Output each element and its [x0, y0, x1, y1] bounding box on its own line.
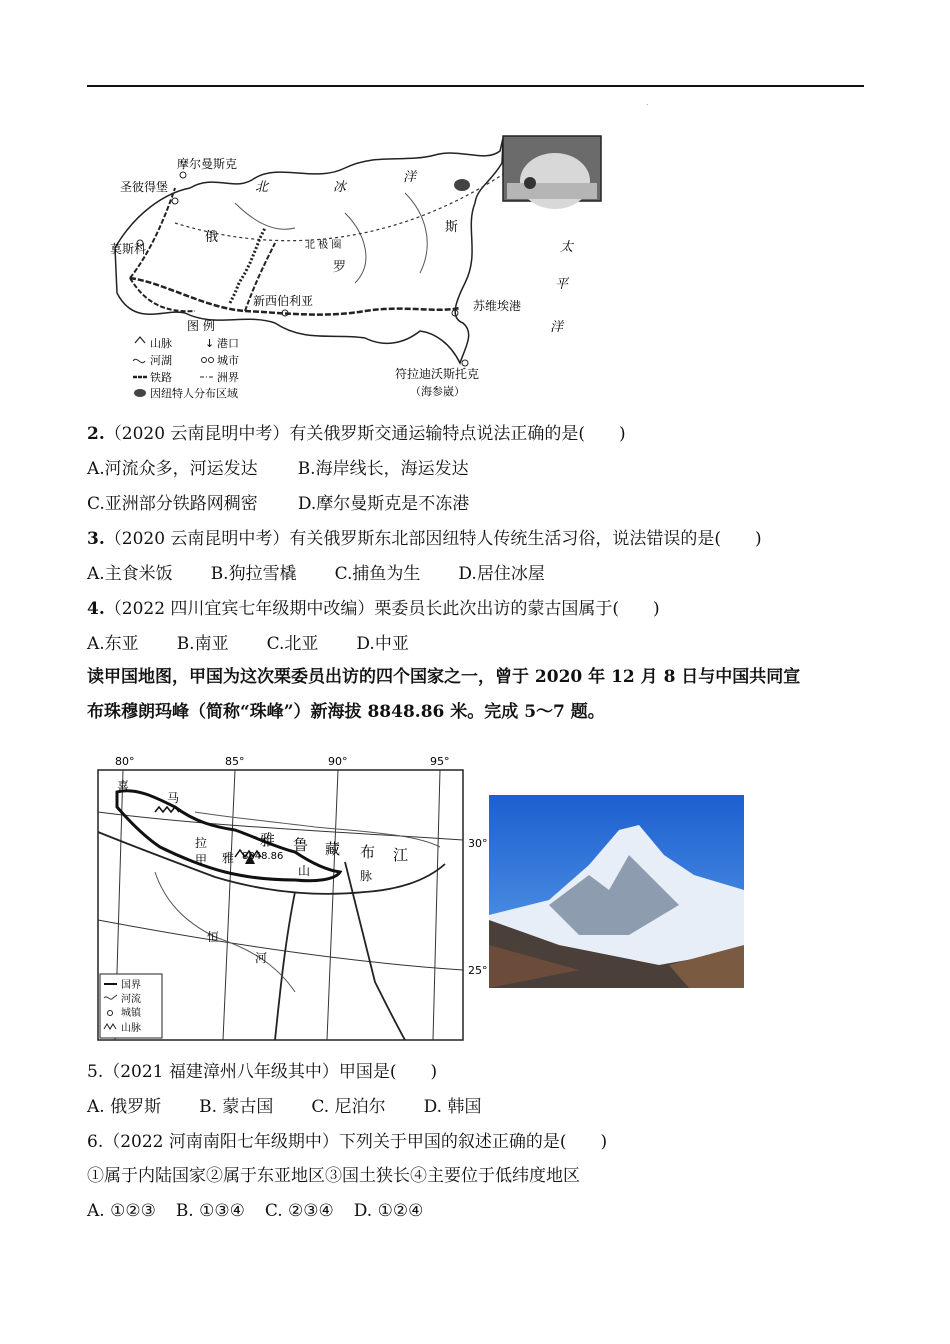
intro-line-2: 布珠穆朗玛峰（简称“珠峰”）新海拔 8848.86 米。完成 5～7 题。 — [87, 702, 605, 722]
label-yarlung-3: 藏 — [325, 840, 341, 858]
label-novosibirsk: 新西伯利亚 — [253, 294, 314, 308]
label-arctic-circle: 北 极 圈 — [305, 240, 342, 251]
legend-title: 图 例 — [187, 319, 215, 333]
label-bei: 北 — [255, 180, 269, 195]
label-mai: 脉 — [360, 869, 373, 883]
intro-line-1: 读甲国地图，甲国为这次栗委员出访的四个国家之一，曾于 2020 年 12 月 8 日与中国共同宣 — [87, 667, 801, 687]
label-ping: 平 — [555, 277, 569, 292]
label-luo: 罗 — [333, 260, 347, 275]
q3-option-b[interactable]: B.狗拉雪橇 — [210, 564, 297, 584]
svg-text:↓: ↓ — [205, 337, 215, 350]
label-yarlung-1: 雅 — [260, 831, 276, 849]
header-rule — [87, 85, 864, 87]
page-dot: . — [646, 98, 649, 107]
legend-continent: 洲界 — [217, 371, 239, 384]
legend-mountain: 山脉 — [150, 337, 172, 350]
q4-options — [87, 632, 409, 656]
label-e: 俄 — [205, 230, 219, 245]
lat-25: 25° — [468, 964, 488, 977]
q4-stem — [87, 597, 660, 621]
q6-statements: ①属于内陆国家②属于东亚地区③国土狭长④主要位于低纬度地区 — [87, 1166, 580, 1186]
q4-option-b[interactable]: B.南亚 — [176, 634, 229, 654]
nepal-map-legend — [100, 974, 162, 1038]
lat-30: 30° — [468, 837, 488, 850]
lon-85: 85° — [225, 755, 245, 768]
q6-stem: 6.（2022 河南南阳七年级期中）下列关于甲国的叙述正确的是( ) — [87, 1132, 608, 1152]
q2-option-c[interactable]: C.亚洲部分铁路网稠密 — [87, 494, 258, 514]
intro-paragraph — [87, 660, 867, 730]
q6-options — [87, 1199, 423, 1223]
label-jia: 甲 — [195, 853, 208, 867]
label-yang2: 洋 — [550, 320, 564, 335]
label-sovetskaya-gavan: 苏维埃港 — [473, 299, 522, 313]
legend-port: 港口 — [217, 337, 239, 350]
label-yarlung-2: 鲁 — [293, 836, 309, 854]
label-yarlung-5: 江 — [393, 846, 409, 864]
label-yang: 洋 — [403, 170, 417, 185]
q6-option-a[interactable]: A. ①②③ — [87, 1201, 156, 1221]
label-vladivostok: 符拉迪沃斯托克 — [395, 367, 480, 381]
q3-option-a[interactable]: A.主食米饭 — [87, 564, 173, 584]
legend-inuit: 因纽特人分布区域 — [150, 387, 238, 400]
label-bing: 冰 — [333, 180, 347, 195]
q5-option-d[interactable]: D. 韩国 — [423, 1097, 482, 1117]
label-murmansk: 摩尔曼斯克 — [177, 157, 238, 171]
q2-text: （2020 云南昆明中考）有关俄罗斯交通运输特点说法正确的是( ) — [104, 424, 626, 444]
q2-option-a[interactable]: A.河流众多，河运发达 — [87, 459, 258, 479]
q4-option-c[interactable]: C.北亚 — [266, 634, 319, 654]
everest-photo — [489, 795, 744, 988]
q6-option-c[interactable]: C. ②③④ — [264, 1201, 334, 1221]
label-he: 河 — [255, 951, 268, 965]
q3-options — [87, 562, 545, 586]
q2-option-d[interactable]: D.摩尔曼斯克是不冻港 — [297, 494, 470, 514]
label-everest-height: 8848.86 — [242, 851, 284, 862]
q3-stem — [87, 527, 762, 551]
q2-number: 2. — [87, 424, 105, 444]
q2-option-b[interactable]: B.海岸线长，海运发达 — [297, 459, 469, 479]
label-si: 斯 — [445, 220, 459, 235]
q5-stem: 5.（2021 福建漳州八年级其中）甲国是( ) — [87, 1062, 438, 1082]
russia-map — [105, 133, 605, 408]
label-st-petersburg: 圣彼得堡 — [120, 180, 169, 194]
inuit-region — [454, 179, 470, 191]
q5-option-a[interactable]: A. 俄罗斯 — [87, 1097, 162, 1117]
q3-option-c[interactable]: C.捕鱼为生 — [334, 564, 421, 584]
q3-option-d[interactable]: D.居住冰屋 — [458, 564, 545, 584]
q4-number: 4. — [87, 599, 105, 619]
label-yarlung-4: 布 — [360, 843, 376, 861]
label-shan: 山 — [298, 864, 311, 878]
label-tai: 太 — [560, 240, 574, 255]
legend-border: 国界 — [121, 980, 141, 991]
label-moscow: 莫斯科 — [110, 242, 147, 256]
label-ma: 马 — [167, 791, 180, 805]
lon-90: 90° — [328, 755, 348, 768]
label-heng: 恒 — [207, 930, 220, 944]
q4-option-a[interactable]: A.东亚 — [87, 634, 139, 654]
q3-number: 3. — [87, 529, 105, 549]
q6-option-b[interactable]: B. ①③④ — [175, 1201, 245, 1221]
q6-option-d[interactable]: D. ①②④ — [353, 1201, 424, 1221]
legend-river-2: 河流 — [121, 994, 141, 1005]
q3-text: （2020 云南昆明中考）有关俄罗斯东北部因纽特人传统生活习俗，说法错误的是( ) — [104, 529, 762, 549]
q5-option-b[interactable]: B. 蒙古国 — [199, 1097, 274, 1117]
q2-options-row1 — [87, 457, 469, 481]
q5-option-c[interactable]: C. 尼泊尔 — [311, 1097, 386, 1117]
q5-options — [87, 1095, 481, 1119]
q2-stem — [87, 422, 626, 446]
label-vladivostok-alt: （海参崴） — [410, 385, 465, 398]
legend-city: 城市 — [217, 354, 239, 367]
nepal-map — [95, 752, 495, 1044]
q4-text: （2022 四川宜宾七年级期中改编）栗委员长此次出访的蒙古国属于( ) — [104, 599, 660, 619]
legend-city-2: 城镇 — [121, 1008, 141, 1019]
legend-rail: 铁路 — [150, 371, 172, 384]
label-la: 拉 — [195, 836, 208, 850]
lon-80: 80° — [115, 755, 135, 768]
lon-95: 95° — [430, 755, 450, 768]
label-xi: 喜 — [117, 779, 130, 793]
legend-mountain-2: 山脉 — [121, 1023, 141, 1034]
legend-river: 河湖 — [150, 354, 172, 367]
label-ya: 雅 — [222, 851, 235, 865]
q2-options-row2 — [87, 492, 469, 516]
q4-option-d[interactable]: D.中亚 — [356, 634, 409, 654]
